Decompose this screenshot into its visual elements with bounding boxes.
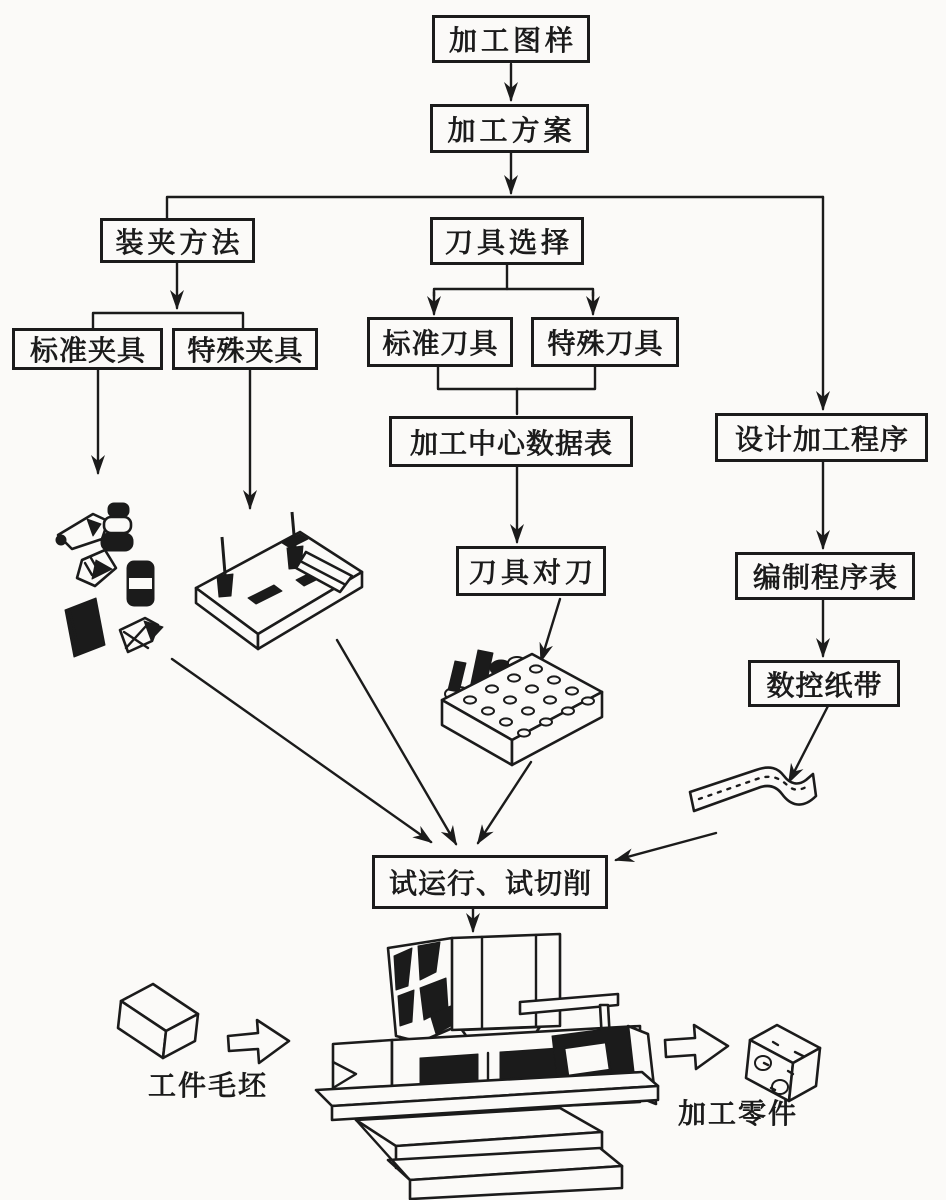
tool-setting-block-drawing <box>442 650 602 765</box>
node-trial-run: 试运行、试切削 <box>372 855 608 909</box>
special-fixture-drawing <box>196 512 362 649</box>
standard-fixtures-drawing <box>56 503 163 657</box>
nc-tape-drawing <box>690 768 816 811</box>
node-tool-presetting: 刀具对刀 <box>456 546 606 596</box>
block-arrow-right <box>665 1025 728 1069</box>
label-workpiece-blank: 工件毛坯 <box>148 1071 269 1102</box>
node-nc-tape: 数控纸带 <box>748 660 900 707</box>
label-machined-part: 加工零件 <box>678 1099 799 1130</box>
node-special-fixture: 特殊夹具 <box>172 328 318 370</box>
node-machining-plan: 加工方案 <box>430 104 589 153</box>
machine-drawing <box>316 934 658 1199</box>
node-machining-drawing: 加工图样 <box>432 15 590 63</box>
node-tool-selection: 刀具选择 <box>430 217 584 265</box>
workpiece-blank-drawing <box>118 984 198 1058</box>
node-program-sheet: 编制程序表 <box>735 552 915 600</box>
node-standard-tool: 标准刀具 <box>367 317 513 367</box>
node-machining-center-datasheet: 加工中心数据表 <box>389 416 633 467</box>
machined-part-drawing <box>746 1025 820 1101</box>
block-arrow-left <box>228 1020 289 1063</box>
node-design-program: 设计加工程序 <box>715 413 928 462</box>
node-clamping-method: 装夹方法 <box>100 218 255 263</box>
node-special-tool: 特殊刀具 <box>531 317 679 367</box>
node-standard-fixture: 标准夹具 <box>12 328 163 370</box>
